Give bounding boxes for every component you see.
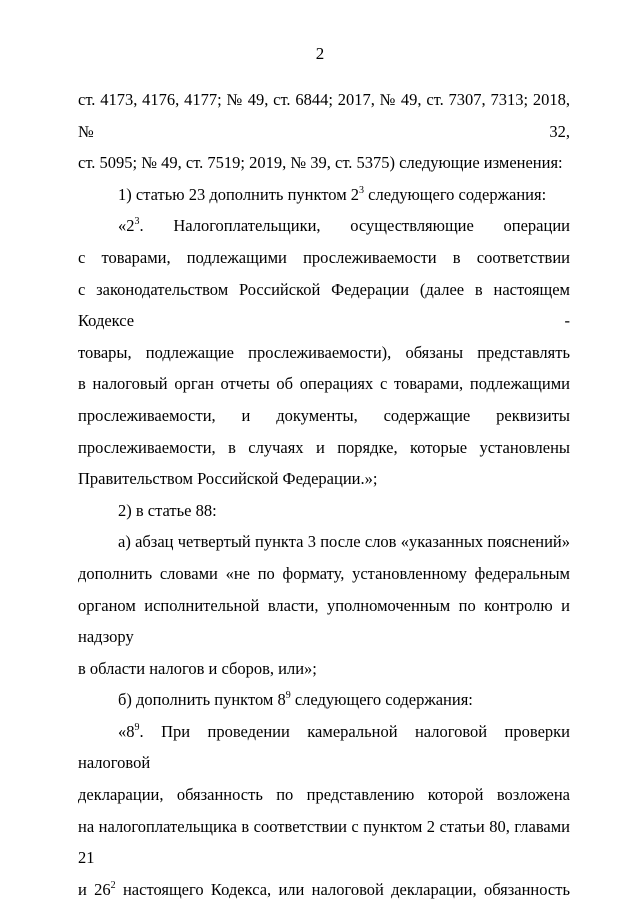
text-fragment: «2 [118, 216, 135, 236]
text-line [78, 179, 570, 211]
superscript: 9 [285, 690, 291, 702]
text-line: с товарами, подлежащими прослеживаемости в соответствии [78, 247, 570, 267]
text-fragment: . При проведении камеральной налоговой проверки налоговой [78, 721, 570, 773]
text-fragment: следующего содержания: [290, 690, 473, 710]
text-line: органом исполнительной власти, уполномоченным по контролю и надзору [78, 595, 570, 647]
superscript: 9 [134, 721, 140, 733]
text-line: Правительством Российской Федерации.»; [78, 469, 378, 489]
text-line: ст. 5095; № 49, ст. 7519; 2019, № 39, ст. 5375) следующие изменения: [78, 153, 563, 173]
text-line [78, 716, 570, 779]
text-line: товары, подлежащие прослеживаемости), обязаны представлять [78, 342, 570, 362]
text-fragment: следующего содержания: [364, 184, 547, 204]
text-line [78, 210, 570, 242]
text-line: в области налогов и сборов, или»; [78, 658, 317, 678]
text-line: в налоговый орган отчеты об операциях с товарами, подлежащими [78, 374, 570, 394]
text-line: а) абзац четвертый пункта 3 после слов «указанных пояснений» [118, 532, 570, 552]
text-fragment: . Налогоплательщики, осуществляющие операции [139, 216, 570, 236]
text-fragment: б) дополнить пунктом 8 [118, 690, 286, 710]
text-fragment: и 26 [78, 879, 111, 899]
text-line: прослеживаемости, и документы, содержащие реквизиты [78, 405, 570, 425]
text-line: прослеживаемости, в случаях и порядке, которые установлены [78, 437, 570, 457]
text-fragment: настоящего Кодекса, или налоговой декларации, обязанность [115, 879, 570, 899]
superscript: 2 [110, 879, 116, 891]
superscript: 3 [134, 216, 140, 228]
text-line: декларации, обязанность по представлению которой возложена [78, 785, 570, 805]
document-body [78, 84, 570, 905]
text-fragment: 1) статью 23 дополнить пунктом 2 [118, 184, 360, 204]
text-line: 2) в статье 88: [118, 500, 217, 520]
page-number: 2 [315, 44, 325, 63]
text-line: на налогоплательщика в соответствии с пунктом 2 статьи 80, главами 21 [78, 816, 570, 868]
text-fragment: «8 [118, 721, 135, 741]
text-line [78, 874, 570, 905]
superscript: 3 [359, 184, 365, 196]
text-line [78, 684, 570, 716]
text-line: ст. 4173, 4176, 4177; № 49, ст. 6844; 2017, № 49, ст. 7307, 7313; 2018, № 32, [78, 90, 570, 141]
text-line: дополнить словами «не по формату, установленному федеральным [78, 563, 570, 583]
text-line: с законодательством Российской Федерации (далее в настоящем Кодексе - [78, 279, 570, 331]
